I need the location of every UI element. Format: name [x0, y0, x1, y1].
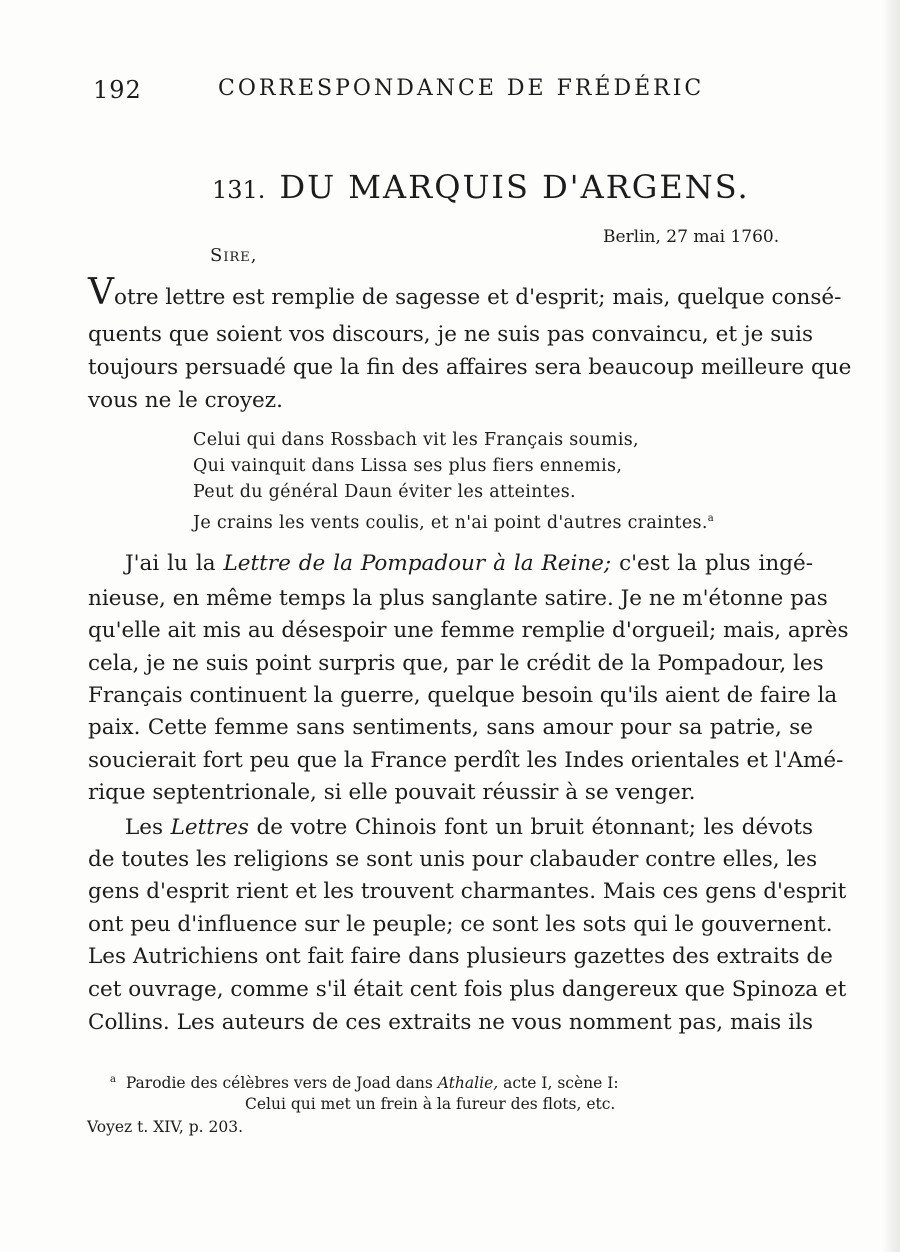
paragraph-2-line-3: qu'elle ait mis au désespoir une femme remplie d'orgueil; mais, après [88, 618, 849, 643]
paragraph-2-line-5: Français continuent la guerre, quelque besoin qu'ils aient de faire la [88, 683, 838, 708]
drop-letter: V [88, 272, 114, 313]
verse-line-1: Celui qui dans Rossbach vit les Français soumis, [193, 430, 639, 450]
footnote-reference: Voyez t. XIV, p. 203. [87, 1118, 243, 1136]
paragraph-2-line-4: cela, je ne suis point surpris que, par le crédit de la Pompadour, les [88, 651, 824, 676]
paragraph-2-line-2: nieuse, en même temps la plus sanglante satire. Je ne m'étonne pas [88, 586, 828, 611]
letter-heading [212, 168, 750, 206]
paragraph-1-line-3: toujours persuadé que la fin des affaires sera beaucoup meilleure que [88, 355, 852, 380]
paragraph-3-line-6: cet ouvrage, comme s'il était cent fois plus dangereux que Spinoza et [88, 977, 847, 1002]
verse-line-4: Je crains les vents coulis, et n'ai point d'autres craintes.$^a$ [193, 512, 714, 533]
letter-title: DU MARQUIS D'ARGENS. [279, 168, 750, 206]
paragraph-3-line-5: Les Autrichiens ont fait faire dans plusieurs gazettes des extraits de [88, 944, 833, 969]
paragraph-1-line-2: quents que soient vos discours, je ne suis pas convaincu, et je suis [88, 322, 813, 347]
paragraph-1-line-4: vous ne le croyez. [88, 388, 283, 413]
paragraph-2-line-8: rique septentrionale, si elle pouvait réussir à se venger. [88, 780, 696, 805]
paragraph-2-line-6: paix. Cette femme sans sentiments, sans amour pour sa patrie, se [88, 715, 813, 740]
paragraph-2-line-7: soucierait fort peu que la France perdît les Indes orientales et l'Amé- [88, 748, 844, 773]
paragraph-3-line-7: Collins. Les auteurs de ces extraits ne vous nomment pas, mais ils [88, 1010, 813, 1035]
verse-line-2: Qui vainquit dans Lissa ses plus fiers ennemis, [193, 456, 623, 476]
footnote-line-1: $^a$ Parodie des célèbres vers de Joad dans Athalie, acte I, scène I: [110, 1074, 619, 1093]
paragraph-1-line-1: Votre lettre est remplie de sagesse et d'esprit; mais, quelque consé- [88, 272, 842, 313]
footnote-quote: Celui qui met un frein à la fureur des flots, etc. [245, 1095, 616, 1113]
paragraph-3-line-3: gens d'esprit rient et les trouvent charmantes. Mais ces gens d'esprit [88, 879, 847, 904]
paragraph-3-line-2: de toutes les religions se sont unis pour clabauder contre elles, les [88, 847, 818, 872]
page-edge-shadow [882, 0, 900, 1252]
cited-work-title: Lettres [170, 815, 249, 840]
salutation: Sire, [210, 245, 258, 266]
verse-line-3: Peut du général Daun éviter les atteintes. [193, 482, 576, 502]
cited-work-title: Lettre de la Pompadour à la Reine; [223, 551, 612, 576]
paragraph-3-line-1: Les Lettres de votre Chinois font un bruit étonnant; les dévots [125, 815, 813, 840]
page-number: 192 [93, 76, 142, 104]
running-title: CORRESPONDANCE DE FRÉDÉRIC [218, 76, 705, 101]
verse-note-marker: a [707, 513, 714, 524]
footnote-marker: a [110, 1074, 116, 1085]
letter-number: 131. [212, 176, 266, 204]
paragraph-2-line-1: J'ai lu la Lettre de la Pompadour à la Reine; c'est la plus ingé- [125, 551, 814, 576]
footnote-work-title: Athalie, [437, 1074, 499, 1093]
paragraph-3-line-4: ont peu d'influence sur le peuple; ce sont les sots qui le gouvernent. [88, 912, 833, 937]
dateline: Berlin, 27 mai 1760. [603, 227, 780, 247]
